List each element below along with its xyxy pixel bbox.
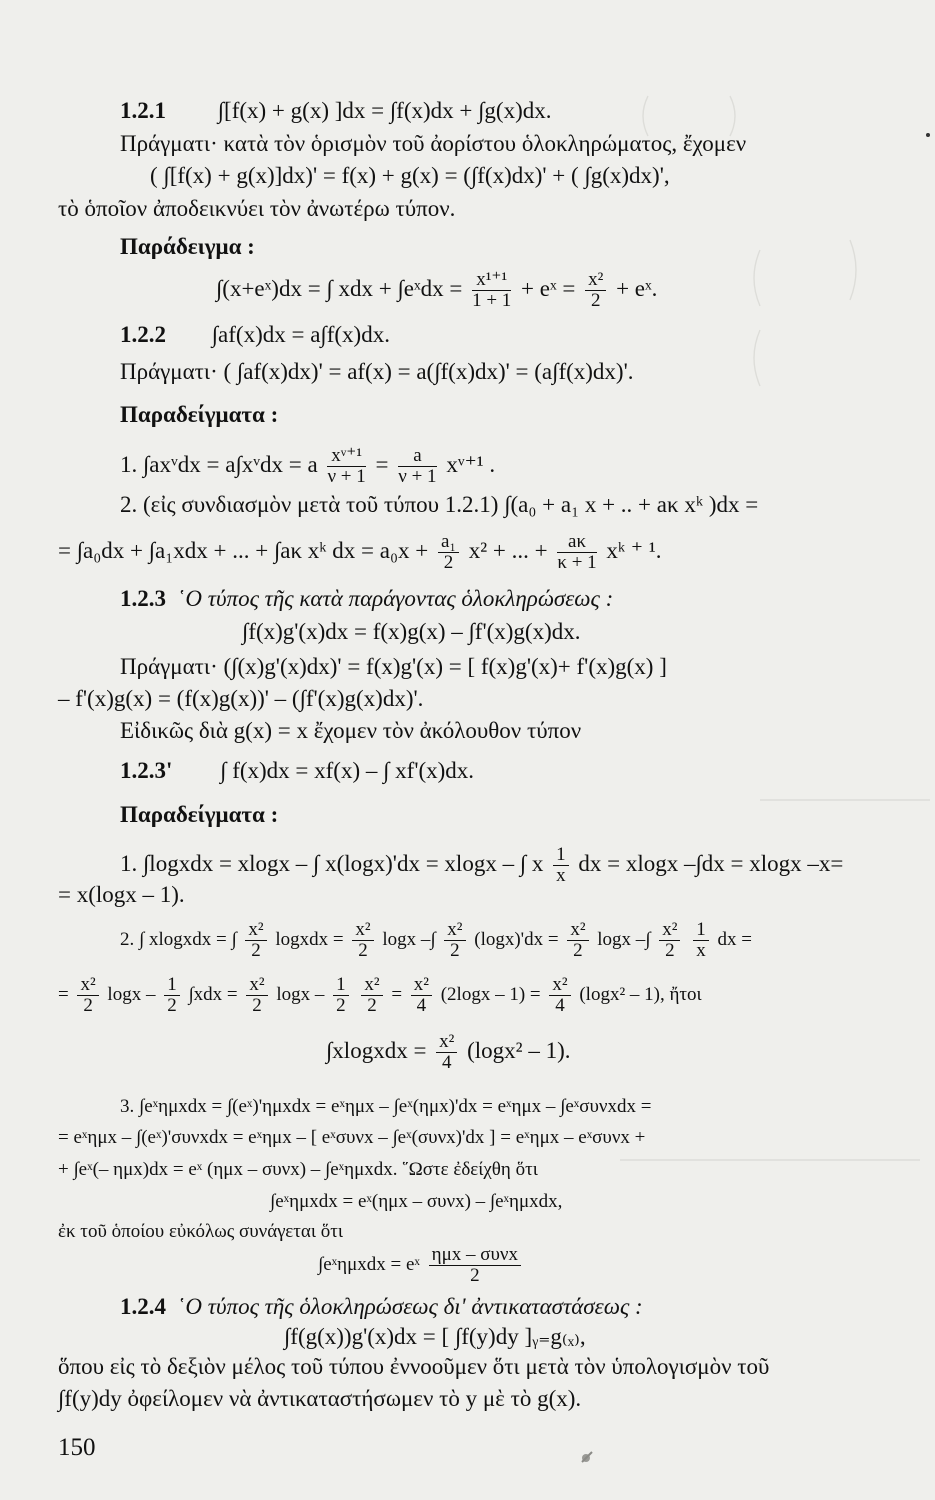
formula-part: (logx)'dx = (474, 928, 559, 950)
formula-part: ∫ xlogxdx = ∫ (139, 928, 237, 950)
formula: ∫f(x)g'(x)dx = f(x)g(x) – ∫f'(x)g(x)dx. (242, 619, 581, 644)
formula-part: dx = xlogx –∫dx = xlogx –x= (578, 850, 844, 876)
example-number: 2. (120, 928, 135, 950)
denominator: 2 (167, 995, 177, 1016)
denominator: 2 (665, 940, 675, 961)
formula-part: ∫logxdx = xlogx – ∫ x(logx)'dx = xlogx – ∫ x (143, 850, 544, 876)
formula: ∫ f(x)dx = xf(x) – ∫ xf'(x)dx. (220, 758, 475, 783)
denominator: 2 (358, 940, 368, 961)
formula-part: (logx² – 1), ἤτοι (579, 983, 702, 1005)
example-number: 3. (120, 1096, 135, 1117)
formula-part: ∫eˣημxdx = eˣ (318, 1253, 420, 1275)
formula-part: = ∫a₀dx + ∫a₁xdx + ... + ∫aκ xᵏ dx = a₀x + (58, 537, 429, 563)
example-3-line-2: = eˣημx – ∫(eˣ)'συνxdx = eˣημx – [ eˣσυνx – ∫eˣ(συνx)'dx ] = eˣημx – eˣσυνx + (58, 1127, 646, 1148)
proof-text: Πράγματι· (∫(x)g'(x)dx)' = f(x)g'(x) = [ f(x)g'(x)+ f'(x)g(x) ] (120, 654, 667, 679)
numerator: x² (567, 920, 588, 941)
denominator: 2 (252, 995, 262, 1016)
section-title: ῾Ο τύπος τῆς κατὰ παράγοντας ὁλοκληρώσεως : (177, 586, 614, 611)
formula-part: ∫eˣημxdx = ∫(eˣ)'ημxdx = eˣημx – ∫eˣ(ημx)'dx = eˣημx – ∫eˣσυνxdx = (139, 1096, 652, 1117)
denominator: 2 (450, 940, 460, 961)
numerator: ημx – συνx (429, 1245, 521, 1266)
section-number: 1.2.2 (120, 322, 166, 347)
numerator: x² (585, 270, 606, 291)
numerator: x¹⁺¹ (472, 270, 511, 291)
section-title: ῾Ο τύπος τῆς ὁλοκληρώσεως δι' ἀντικαταστάσεως : (177, 1294, 643, 1319)
denominator: ν + 1 (327, 466, 366, 487)
denominator: 2 (590, 290, 601, 311)
denominator: ν + 1 (398, 466, 437, 487)
denominator: x (556, 865, 566, 886)
numerator: 1 (553, 845, 569, 866)
denominator: 2 (251, 940, 261, 961)
formula: ∫[f(x) + g(x) ]dx = ∫f(x)dx + ∫g(x)dx. (217, 98, 552, 123)
numerator: x² (411, 975, 432, 996)
examples-title: Παραδείγματα : (120, 802, 279, 827)
example-number: 2. (120, 492, 138, 517)
denominator: κ + 1 (557, 552, 597, 573)
formula-part: logxdx = (275, 928, 344, 950)
example-3-line-5: ἐκ τοῦ ὁποίου εὐκόλως συνάγεται ὅτι (58, 1221, 343, 1242)
formula-part: (εἰς συνδιασμὸν μετὰ τοῦ τύπου 1.2.1) ∫(a₀ + a₁ x + .. + aκ xᵏ )dx = (143, 492, 759, 517)
proof-text: – f'(x)g(x) = (f(x)g(x))' – (∫f'(x)g(x)dx)'. (58, 686, 424, 711)
formula-part: dx = (717, 928, 752, 950)
explanation-text: ∫f(y)dy ὀφείλομεν νὰ ἀντικαταστήσωμεν τὸ y μὲ τὸ g(x). (58, 1386, 582, 1411)
proof-conclusion: τὸ ὁποῖον ἀποδεικνύει τὸν ἀνωτέρω τύπον. (58, 196, 456, 221)
denominator: 2 (336, 995, 346, 1016)
example-number: 1. (120, 451, 138, 477)
formula-part: ∫axᵛdx = a∫xᵛdx = a (143, 451, 318, 477)
section-number: 1.2.3 (120, 586, 166, 611)
explanation-text: ὅπου εἰς τὸ δεξιὸν μέλος τοῦ τύπου ἐννοοῦμεν ὅτι μετὰ τὸν ὑπολογισμὸν τοῦ (58, 1354, 770, 1379)
numerator: x² (361, 975, 382, 996)
examples-title: Παραδείγματα : (120, 402, 279, 427)
example-3-line-3: + ∫eˣ(– ημx)dx = eˣ (ημx – συνx) – ∫eˣημxdx. ῞Ωστε ἐδείχθη ὅτι (58, 1159, 538, 1180)
formula-part: logx –∫ (597, 928, 651, 950)
denominator: 2 (573, 940, 583, 961)
proof-formula: ( ∫[f(x) + g(x)]dx)' = f(x) + g(x) = (∫f(x)dx)' + ( ∫g(x)dx)', (150, 163, 670, 188)
formula-part: ∫xdx = (188, 983, 238, 1005)
denominator: 4 (442, 1052, 452, 1073)
proof-text: Πράγματι· ( ∫af(x)dx)' = af(x) = a(∫f(x)dx)' = (a∫f(x)dx)'. (120, 359, 634, 384)
numerator: x² (245, 920, 266, 941)
formula-part: = (58, 983, 69, 1005)
denominator: 2 (367, 995, 377, 1016)
formula-part: + eˣ. (616, 275, 658, 301)
page-number: 150 (58, 1434, 96, 1461)
numerator: a (398, 446, 436, 467)
formula-part: logx –∫ (382, 928, 436, 950)
formula-part: ∫xlogxdx = (326, 1037, 427, 1063)
denominator: 2 (443, 552, 454, 573)
formula-part: (logx² – 1). (467, 1037, 571, 1063)
example-1-line-2: = x(logx – 1). (58, 882, 185, 907)
denominator: 2 (470, 1265, 480, 1286)
denominator: 4 (416, 995, 427, 1016)
section-number: 1.2.4 (120, 1294, 166, 1319)
numerator: 1 (333, 975, 349, 996)
numerator: x² (352, 920, 373, 941)
denominator: 2 (83, 995, 93, 1016)
example-3-line-4: ∫eˣημxdx = eˣ(ημx – συνx) – ∫eˣημxdx, (270, 1191, 563, 1212)
formula: ∫f(g(x))g'(x)dx = [ ∫f(y)dy ]ᵧ₌g₍ₓ₎, (284, 1324, 586, 1349)
denominator: 1 + 1 (472, 290, 512, 311)
special-case-text: Εἰδικῶς διὰ g(x) = x ἔχομεν τὸν ἀκόλουθον τύπον (120, 718, 582, 743)
numerator: aκ (557, 532, 596, 553)
numerator: x² (549, 975, 570, 996)
denominator: x (696, 940, 706, 961)
formula-part: logx – (276, 983, 325, 1005)
formula-part: + eˣ = (521, 275, 576, 301)
numerator: 1 (693, 920, 709, 941)
numerator: a₁ (438, 532, 459, 553)
denominator: 4 (555, 995, 565, 1016)
formula-part: = (375, 451, 389, 477)
numerator: x² (436, 1032, 457, 1053)
numerator: x² (444, 920, 465, 941)
formula-part: x² + ... + (468, 537, 548, 563)
numerator: x² (77, 975, 98, 996)
formula-part: (2logx – 1) = (440, 983, 541, 1005)
example-title: Παράδειγμα : (120, 234, 255, 259)
example-number: 1. (120, 850, 138, 876)
formula-part: xᵛ⁺¹ . (446, 451, 496, 477)
formula-part: logx – (107, 983, 156, 1005)
formula-part: = (391, 983, 403, 1005)
numerator: x² (246, 975, 267, 996)
formula-part: ∫(x+eˣ)dx = ∫ xdx + ∫eˣdx = (216, 275, 463, 301)
formula: ∫af(x)dx = a∫f(x)dx. (211, 322, 390, 347)
section-number: 1.2.3' (120, 758, 173, 783)
numerator: x² (659, 920, 680, 941)
proof-text: Πράγματι· κατὰ τὸν ὁρισμὸν τοῦ ἀορίστου ὁλοκληρώματος, ἔχομεν (120, 131, 747, 156)
section-number: 1.2.1 (120, 98, 166, 123)
numerator: 1 (164, 975, 180, 996)
numerator: xᵛ⁺¹ (327, 446, 365, 467)
formula-part: xᵏ ⁺ ¹. (606, 537, 662, 563)
